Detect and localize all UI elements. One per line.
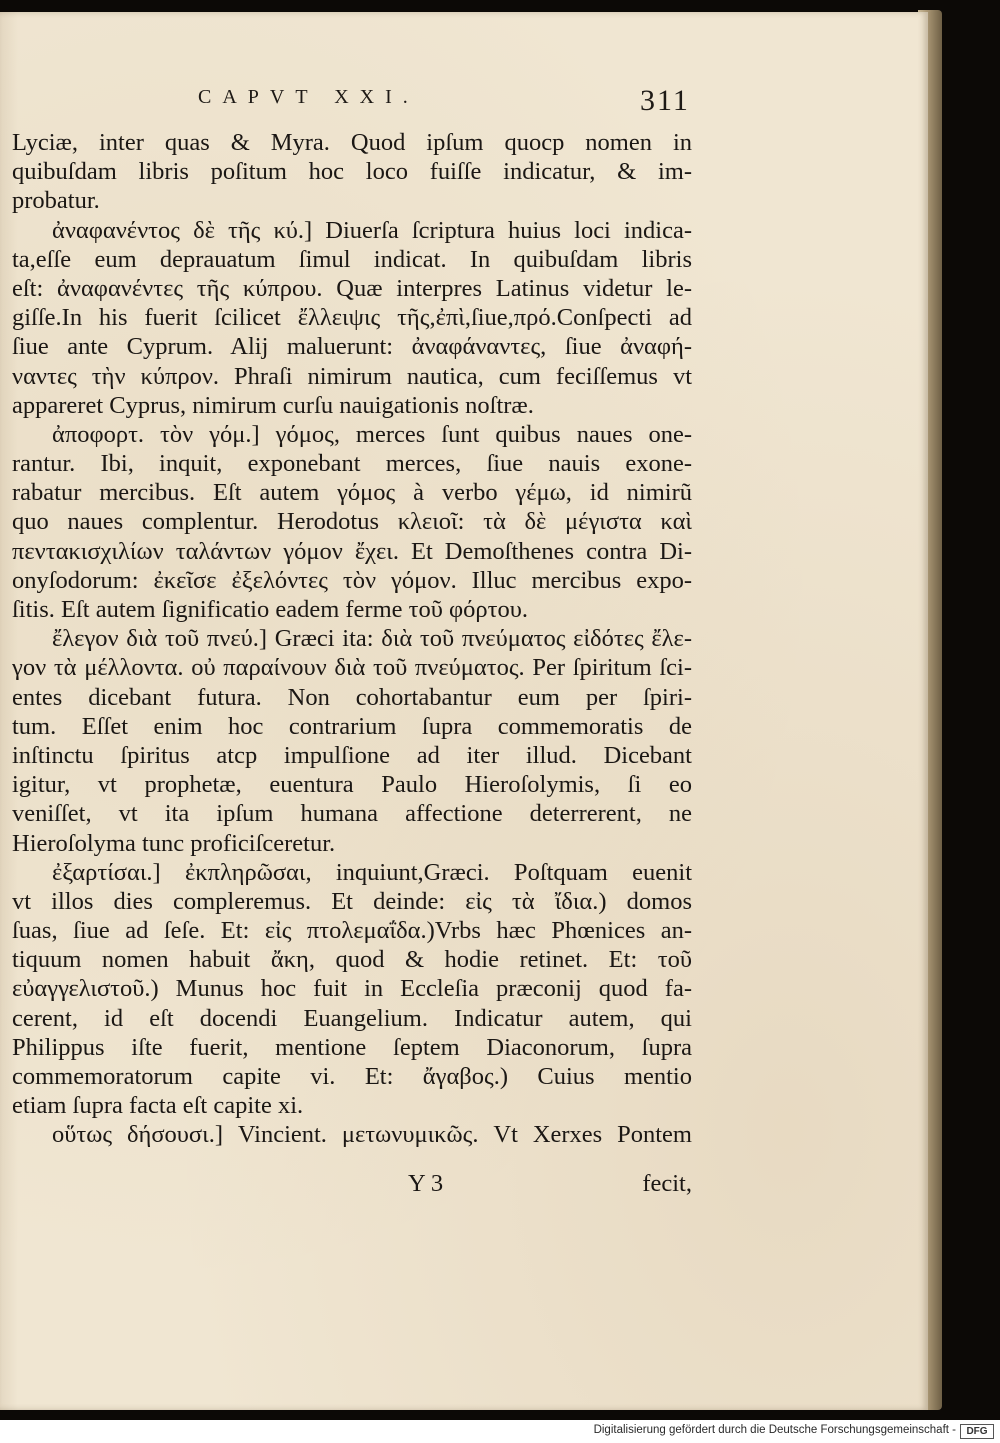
text-line: appareret Cyprus, nimirum curſu nauigationis noſtræ. [12,391,534,419]
text-line: ἔλεγον διὰ τοῦ πνεύ.] Græci ita: διὰ τοῦ πνεύματος εἰδότες ἔλε- [52,625,692,653]
text-line: ναντες τὴν κύπρον. Phraſi nimirum nautica, cum feciſſemus vt [12,362,692,390]
text-line: quo naues complentur. Herodotus κλειοῖ: τὰ δὲ μέγιστα καὶ [12,508,692,536]
text-line: eſt: ἀναφανέντες τῆς κύπρου. Quæ interpres Latinus videtur le- [12,274,692,302]
body-text [12,128,692,1150]
text-line: γον τὰ μέλλοντα. οὐ παραίνουν διὰ τοῦ πνεύματος. Per ſpiritum ſci- [12,654,692,682]
catchword: fecit, [642,1170,692,1197]
text-line: probatur. [12,187,100,215]
text-line: tum. Eſſet enim hoc contrarium ſupra commemoratis de [12,712,692,740]
text-line: commemoratorum capite vi. Et: ἄγαβος.) Cuius mentio [12,1063,692,1090]
text-line: cerent, id eſt docendi Euangelium. Indicatur autem, qui [12,1004,692,1032]
text-line: entes dicebant futura. Non cohortabantur eum per ſpiri- [12,683,692,711]
text-line: veniſſet, vt ita ipſum humana affectione deterrerent, ne [12,800,692,828]
text-line: Hieroſolyma tunc proficiſceretur. [12,829,336,857]
text-line: quibuſdam libris poſitum hoc loco fuiſſe indicatur, & im- [12,158,692,186]
text-line: igitur, vt prophetæ, euentura Paulo Hieroſolymis, ſi eo [12,771,692,799]
text-line: rantur. Ibi, inquit, exponebant merces, ſiue nauis exone- [12,450,692,478]
running-head [0,84,720,120]
text-line: inſtinctu ſpiritus atcp impulſione ad iter illud. Dicebant [12,741,692,769]
text-line: giſſe.In his fuerit ſcilicet ἔλλειψις τῆς,ἐπὶ,ſiue,πρό.Conſpecti ad [12,304,692,332]
text-line: ſuas, ſiue ad ſeſe. Et: εἰς πτολεμαΐδα.)Vrbs hæc Phœnices an- [12,917,692,945]
funding-notice-text: Digitalisierung gefördert durch die Deutsche Forschungsgemeinschaft - [593,1424,956,1436]
text-line: ta,eſſe eum deprauatum ſimul indicat. In quibuſdam libris [12,245,692,273]
text-line: ſiue ante Cyprum. Alij maluerunt: ἀναφάναντες, ſiue ἀναφή- [12,333,692,361]
page-footer [12,1170,692,1200]
text-line: Philippus iſte fuerit, mentione ſeptem Diaconorum, ſupra [12,1033,692,1061]
text-line: ἀναφανέντος δὲ τῆς κύ.] Diuerſa ſcriptura huius loci indica- [52,216,692,244]
funding-notice-bar [0,1420,1000,1443]
text-line: tiquum nomen habuit ἄκη, quod & hodie retinet. Et: τοῦ [12,946,692,974]
running-title: CAPVT XXI. [198,86,419,108]
text-line: etiam ſupra facta eſt capite xi. [12,1092,304,1120]
text-line: εὐαγγελιστοῦ.) Munus hoc fuit in Eccleſia præconij quod fa- [12,975,692,1003]
text-line: ἀποφορτ. τὸν γόμ.] γόμος, merces ſunt quibus naues one- [52,420,692,448]
dfg-logo-icon: DFG [960,1424,994,1439]
page-number: 311 [640,84,690,117]
text-line: ἐξαρτίσαι.] ἐκπληρῶσαι, inquiunt,Græci. Poſtquam euenit [52,858,692,886]
text-line: πεντακισχιλίων ταλάντων γόμον ἔχει. Et Demoſthenes contra Di- [12,537,692,565]
text-line: vt illos dies compleremus. Et deinde: εἰς τὰ ἴδια.) domos [12,887,692,915]
signature-mark: Y 3 [408,1170,444,1197]
text-line: ſitis. Eſt autem ſignificatio eadem ferme τοῦ φόρτου. [12,596,528,623]
text-line: οὕτως δήσουσι.] Vincient. μετωνυμικῶς. Vt Xerxes Pontem [52,1121,692,1149]
text-line: onyſodorum: ἐκεῖσε ἐξελόντες τὸν γόμον. Illuc mercibus expo- [12,566,692,594]
text-line: Lyciæ, inter quas & Myra. Quod ipſum quocp nomen in [12,129,692,156]
text-line: rabatur mercibus. Eſt autem γόμος à verbo γέμω, id nimirũ [12,479,692,507]
